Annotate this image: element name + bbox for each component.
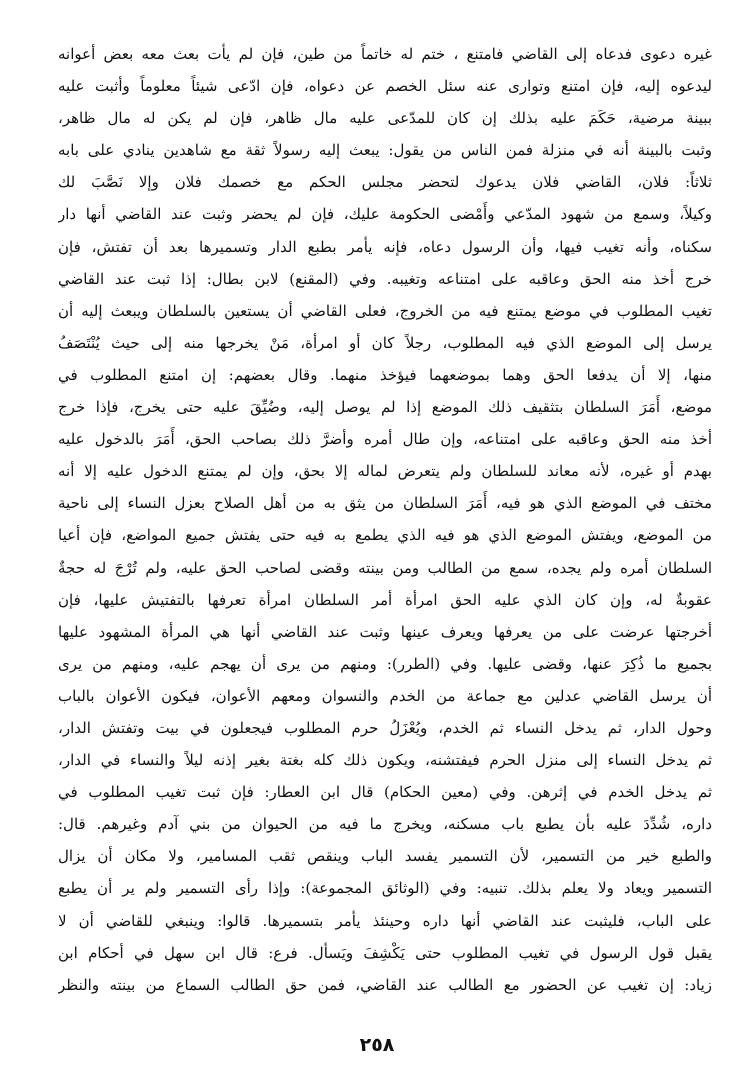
page-number: ٢٥٨	[359, 1034, 395, 1056]
text-line: عقوبةٌ له، وإن كان الذي عليه الحق امرأة أمر السلطان امرأة تعرفها بالتفتيش عليها، فإن	[58, 590, 712, 609]
text-line: وثبت بالبينة أنه في منزلة فمن الناس من يقول: يبعث إليه رسولاً ثقة مع شاهدين ينادي على بابه	[58, 141, 712, 160]
text-line: ليدعوه إليه، فإن امتنع وتوارى عنه سئل الخصم عن دعواه، فإن ادّعى شيئاً معلوماً وأثبت عليه	[58, 77, 712, 96]
text-line: داره، شُدِّدَ عليه بأن يطبع باب مسكنه، ويخرج ما فيه من الحيوان من بني آدم وغيرهم. قال:	[58, 815, 712, 834]
text-line: زياد: إن تغيب عن الحضور مع الطالب عند القاضي، فمن حق الطالب السماع من بينته والنظر	[58, 975, 712, 994]
text-line: ثم يدخل الخدم في إثرهن. وفي (معين الحكام) قال ابن العطار: فإن ثبت تغيب المطلوب في	[58, 783, 712, 802]
text-line: على الباب، فليثبت عند القاضي أنها داره وحينئذ يأمر بتسميرها. قالوا: وينبغي للقاضي أن لا	[58, 911, 712, 930]
text-line: وحول الدار، ثم يدخل النساء ثم الخدم، ويُعْزَلُ حرم المطلوب فيجعلون في بيت وتفتش الدار،	[58, 718, 712, 737]
text-line: يرسل إلى الموضع الذي فيه المطلوب، رجلاً كان أو امرأة، مَنْ يخرجها منه إلى حيث يُنْتَصَفُ	[58, 333, 712, 352]
text-line: والطبع خير من التسمير، لأن التسمير يفسد الباب وينقص ثقب المسامير، ولا مكان أن يزال	[58, 847, 712, 866]
text-line: ثم يدخل النساء إلى منزل الحرم فيفتشنه، ويكون ذلك كله بغتة بغير إذنه ليلاً والنساء في الدار،	[58, 751, 712, 770]
text-line: موضع، أَمَرَ السلطان بتثقيف ذلك الموضع إذا لم يوصل إليه، وضُيِّقَ عليه حتى يخرج، فإذا خرج	[58, 398, 712, 417]
text-line: من الموضع، ويفتش الموضع الذي هو فيه الذي يطمع به فيه حتى يفتش جميع المواضع، فإن أعيا	[58, 526, 712, 545]
text-line: أن يرسل القاضي عدلين مع جماعة من الخدم والنسوان ومعهم الأعوان، فيكون الأعوان بالباب	[58, 686, 712, 705]
text-line: السلطان أمره ولم يجده، سمع من الطالب ومن بينته وقضى لصاحب الحق عليه، ولم تُرْجَ له حجةٌ	[58, 558, 712, 577]
text-line: بهدم أو غيره، لأنه معاند للسلطان ولم يتعرض لماله إلا بحق، وإن لم يمتنع الدخول عليه إلا أنه	[58, 462, 712, 481]
text-line: سكناه، وأنه تغيب فيها، وأن الرسول دعاه، فإنه يأمر بطبع الدار وتسميرها بعد أن تفتش، فإن	[58, 237, 712, 256]
text-line: وكيلاً، وسمع من شهود المدّعي وأَمْضى الحكومة عليك، فإن لم يحضر وثبت عند القاضي أنها دار	[58, 205, 712, 224]
text-line: خرج أخذ منه الحق وعاقبه على امتناعه وتغيبه. وفي (المقنع) لابن بطال: إذا ثبت عند القاضي	[58, 269, 712, 288]
text-line: ثلاثاً: فلان، القاضي فلان يدعوك لتحضر مجلس الحكم مع خصمك فلان وإلا نَصَّبَ لك	[58, 173, 712, 192]
text-line: يقبل قول الرسول في تغيب المطلوب حتى يَكْشِفَ ويَسأل. فرع: قال ابن سهل في أحكام ابن	[58, 943, 712, 962]
page-body	[58, 38, 712, 1028]
text-line: التسمير ويعاد ولا يعلم بذلك. تنبيه: وفي (الوثائق المجموعة): وإذا رأى التسمير ولم ير أن يطبع	[58, 879, 712, 898]
text-line: تغيب المطلوب في موضع يمتنع فيه من الخروج، فعلى القاضي أن يستعين بالسلطان ويبعث إليه أن	[58, 301, 712, 320]
text-line: ببينة مرضية، حَكَمَ عليه بذلك إن كان للمدّعى عليه مال ظاهر، فإن لم يكن له مال ظاهر،	[58, 109, 712, 128]
text-line: بجميع ما ذُكِرَ عنها، وقضى عليها. وفي (الطرر): ومنهم من يرى أن يهجم عليه، ومنهم من يرى	[58, 654, 712, 673]
text-line: غيره دعوى فدعاه إلى القاضي فامتنع ، ختم له خاتماً من طين، فإن لم يأت بعث معه بعض أعوانه	[58, 45, 712, 63]
text-line: منها، إلا أن يدفعا الحق وهما بموضعهما فيؤخذ منهما. وقال بعضهم: إن امتنع المطلوب في	[58, 365, 712, 384]
text-line: مختف في الموضع الذي هو فيه، أَمَرَ السلطان من يثق به من أهل الصلاح بعزل النساء إلى ناحية	[58, 494, 712, 513]
text-line: أخرجتها عرضت على من يعرفها ويعرف عينها وثبت عند القاضي أنها هي المرأة المشهود عليها	[58, 622, 712, 641]
text-line: أخذ منه الحق وعاقبه على امتناعه، وإن طال أمره وأضرَّ ذلك بصاحب الحق، أَمَرَ بالدخول عليه	[58, 430, 712, 449]
